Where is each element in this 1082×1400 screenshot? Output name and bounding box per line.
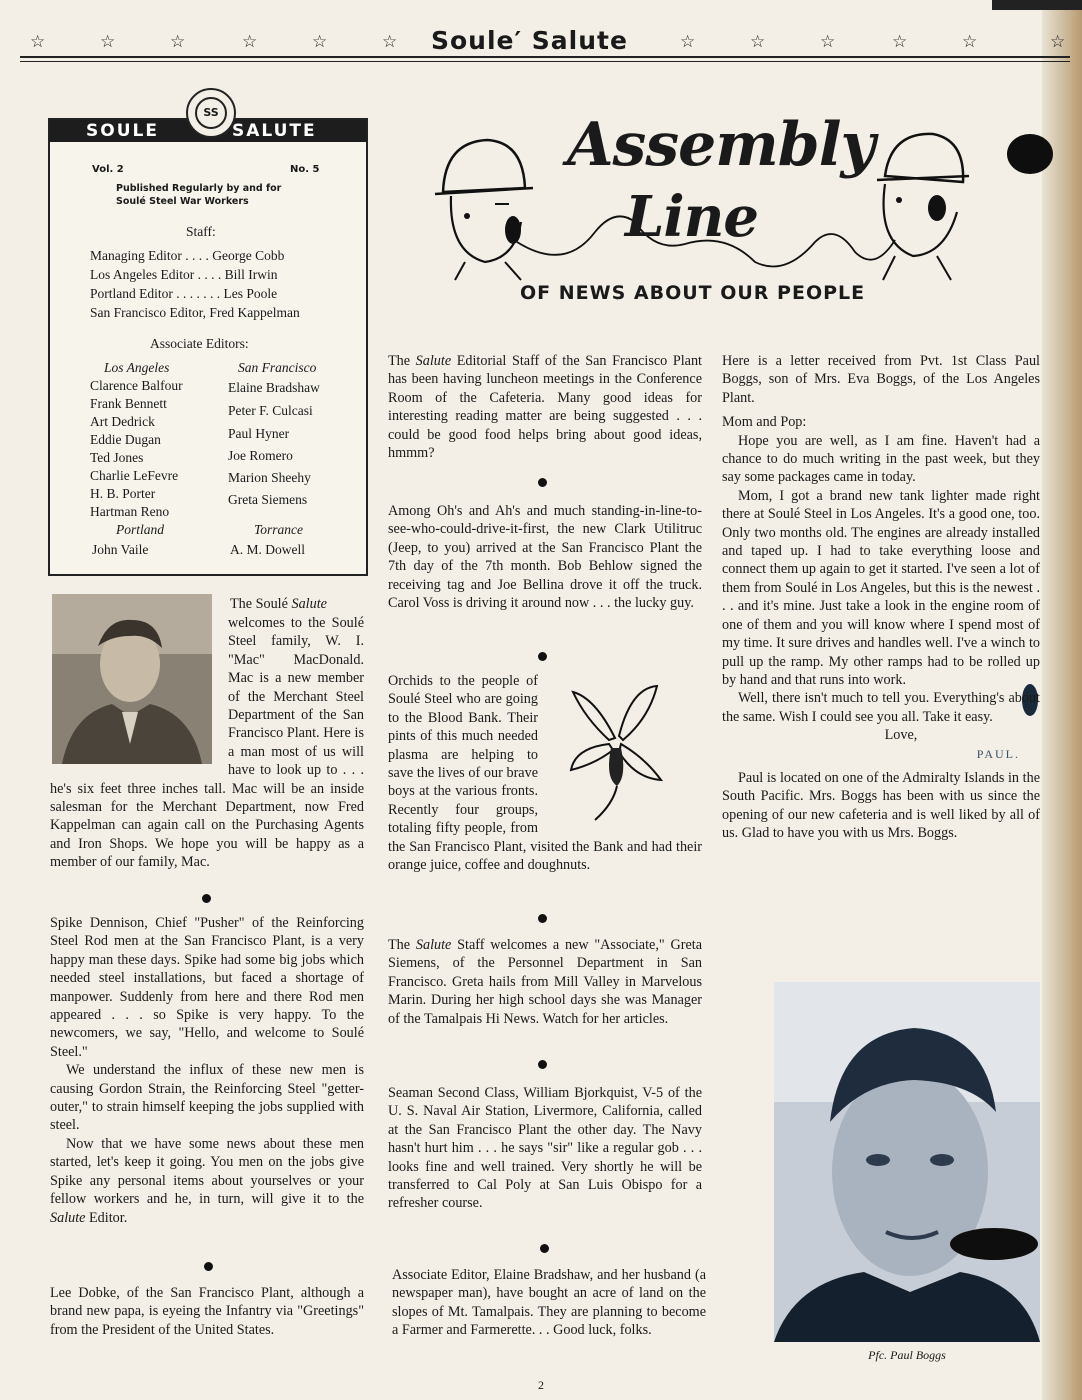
- article-mac-welcome: welcomes to the Soulé Steel family, W. I. "Mac" MacDonald. Mac is a new member of the Merchant Steel Department of the San Francisco Plant. Here is a man most of us will have to look up to . . . he's six feet three inches tall. Mac will be an inside salesman for the Merchant Department, now Fred Kappelman can again call on the Purchasing Agents and Iron Shops. We hope you will be happy as a member of our family, Mac.: [50, 615, 364, 871]
- la-editor: Ted Jones: [90, 450, 144, 465]
- star-icon: ☆: [680, 32, 696, 52]
- sf-heading: San Francisco: [238, 360, 317, 375]
- sf-editor: Elaine Bradshaw: [228, 380, 320, 395]
- torrance-heading: Torrance: [254, 522, 304, 537]
- star-icon: ☆: [892, 32, 908, 52]
- bullet-separator: [538, 1060, 547, 1069]
- article-jeep-arrival: Among Oh's and Ah's and much standing-in-line-to-see-who-could-drive-it-first, the new Clark Utilitruc (Jeep, to you) arrived at the San Francisco Plant the 7th day of the 7th month. Bob Behlow signed the receiving tag and Joe Bellina drove it off the truck. Carol Voss is driving it around now . . . the lucky guy.: [388, 503, 702, 612]
- masthead: [20, 22, 1070, 62]
- sf-editor: Paul Hyner: [228, 426, 290, 441]
- star-icon: ☆: [170, 32, 186, 52]
- torrance-editor: A. M. Dowell: [230, 542, 305, 557]
- article-blood-bank: Orchids to the people of Soulé Steel who are going to the Blood Bank. Their pints of this much needed plasma are helping to save the lives of our brave boys at the various fronts. Recently four groups, totaling fifty people, from the San Francisco Plant, visited the Bank and had their orange juice, coffee and doughnuts.: [388, 673, 702, 874]
- star-icon: ☆: [382, 32, 398, 52]
- portland-heading: Portland: [116, 522, 165, 537]
- bullet-separator: [538, 914, 547, 923]
- la-heading: Los Angeles: [104, 360, 170, 375]
- la-editor: Clarence Balfour: [90, 378, 183, 393]
- masthead-title: Soule′ Salute: [425, 26, 634, 55]
- soule-logo: SS: [186, 88, 236, 138]
- page-corner-shadow: [992, 0, 1082, 10]
- punch-hole: [1007, 134, 1053, 174]
- bullet-separator: [538, 478, 547, 487]
- portland-editor: John Vaile: [92, 542, 149, 557]
- bullet-separator: [540, 1244, 549, 1253]
- staff-line: Managing Editor . . . . George Cobb: [90, 248, 285, 263]
- star-icon: ☆: [30, 32, 46, 52]
- star-icon: ☆: [962, 32, 978, 52]
- binding-spine: [1042, 0, 1082, 1400]
- star-icon: ☆: [750, 32, 766, 52]
- assembly-line-feature-art: [425, 112, 975, 312]
- staff-line: Los Angeles Editor . . . . Bill Irwin: [90, 267, 278, 282]
- staff-banner: SOULE SALUTE: [50, 120, 366, 142]
- article-spike-dennison: Spike Dennison, Chief "Pusher" of the Reinforcing Steel Rod men at the San Francisco Plant, is a very happy man these days. Spike had some big jobs which needed steel installations, but faced a shortage of manpower. Suddenly from here and there Rod men appeared . . . so Spike is very happy. To the newcomers, we say, "Hello, and welcome to Soulé Steel." We understand the influx of these new men is causing Gordon Strain, the Reinforcing Steel "getter-outer," to strain himself keeping the jobs supplied with steel. Now that we have some news about these men started, let's keep it going. You men on the jobs give Spike any personal items about yourselves or your fellow workers and he, in turn, will give it to the Salute Editor.: [50, 915, 364, 1226]
- feature-title-line1: Assembly: [567, 110, 875, 180]
- article-luncheon-meetings: The Salute Editorial Staff of the San Francisco Plant has been having luncheon meetings in the Conference Room of the Cafeteria. Many good ideas for interesting reading matter are being suggested . . . could be good food helps bring about good ideas, hmmm?: [388, 353, 702, 462]
- article-bradshaw-land: Associate Editor, Elaine Bradshaw, and her husband (a newspaper man), have bought an acre of land on the slopes of Mt. Tamalpais. They are planning to become a Farmer and Farmerette. . . Good luck, folks.: [392, 1267, 706, 1339]
- la-editor: Eddie Dugan: [90, 432, 161, 447]
- star-icon: ☆: [242, 32, 258, 52]
- star-icon: ☆: [820, 32, 836, 52]
- article-greta-siemens: The Salute Staff welcomes a new "Associate," Greta Siemens, of the Personnel Department in San Francisco. Greta hails from Mill Valley in Marvelous Marin. During her high school days she was Manager of the Tamalpais Hi News. Watch for her articles.: [388, 937, 702, 1027]
- bullet-separator: [538, 652, 547, 661]
- feature-title-line2: Line: [625, 184, 758, 250]
- staff-line: Portland Editor . . . . . . . Les Poole: [90, 286, 278, 301]
- article-lee-dobke: Lee Dobke, of the San Francisco Plant, although a brand new papa, is eyeing the Infantry via "Greetings" from the President of the United States.: [50, 1285, 364, 1338]
- sf-editor: Peter F. Culcasi: [228, 403, 313, 418]
- star-icon: ☆: [100, 32, 116, 52]
- staff-line: San Francisco Editor, Fred Kappelman: [90, 305, 300, 320]
- star-icon: ☆: [1050, 32, 1066, 52]
- sf-editor: Marion Sheehy: [228, 470, 311, 485]
- la-editor: Frank Bennett: [90, 396, 167, 411]
- article-paul-boggs-letter: Here is a letter received from Pvt. 1st Class Paul Boggs, son of Mrs. Eva Boggs, of the Los Angeles Plant. Mom and Pop: Hope you are well, as I am fine. Haven't had a chance to do much writing in the past week, but they say some packages came in today. Mom, I got a brand new tank lighter made right there at Soulé Steel in Los Angeles. It's a good one, too. Only two months old. The engines are already installed and taped up. I had to take everything loose and connect them up again to get it started. I've seen a lot of them from Soulé in Los Angeles, but this is the newest . . . and it's mine. Just take a look in the engine room of one of them and you will know where I spend most of my time. It sure drives and handles well. I've a winch to pull up the ramp. My other ramps had to be rolled up by hand and that runs into work. Well, there isn't much to tell you. Everything's about the same. Wish I could see you all. Take it easy. Love, PAUL. Paul is located on one of the Admiralty Islands in the South Pacific. Mrs. Boggs has been with us since the opening of our new cafeteria and is well liked by all of us. Glad to have you with us Mrs. Boggs.: [722, 353, 1040, 842]
- published-note: Published Regularly by and for Soulé Steel War Workers: [116, 183, 282, 207]
- bullet-separator: [204, 1262, 213, 1271]
- la-editor: Art Dedrick: [90, 414, 155, 429]
- bullet-separator: [202, 894, 211, 903]
- photo-caption: Pfc. Paul Boggs: [868, 1348, 946, 1362]
- feature-subtitle: OF NEWS ABOUT OUR PEOPLE: [520, 282, 866, 304]
- la-editor: Charlie LeFevre: [90, 468, 179, 483]
- sf-editor: Greta Siemens: [228, 492, 308, 507]
- issue-number: No. 5: [290, 164, 320, 175]
- page-number: 2: [538, 1378, 544, 1392]
- staff-heading: Staff:: [186, 224, 216, 239]
- article-bjorkquist: Seaman Second Class, William Bjorkquist, V-5 of the U. S. Naval Air Station, Livermore, California, called at the San Francisco Plant the other day. The Navy hasn't hurt him . . . he says "sir" like a regular gob . . . looks fine and well trained. Very shortly he will be transferred to Cal Poly at San Luis Obispo for a refresher course.: [388, 1085, 702, 1212]
- sf-editor: Joe Romero: [228, 448, 293, 463]
- staff-box: [48, 106, 368, 576]
- la-editor: Hartman Reno: [90, 504, 170, 519]
- paul-boggs-photo: [774, 982, 1040, 1342]
- star-icon: ☆: [312, 32, 328, 52]
- volume-label: Vol. 2: [92, 164, 124, 175]
- la-editor: H. B. Porter: [90, 486, 156, 501]
- associate-heading: Associate Editors:: [150, 336, 249, 351]
- article-mac-welcome-top: The Soulé Salute: [230, 596, 327, 612]
